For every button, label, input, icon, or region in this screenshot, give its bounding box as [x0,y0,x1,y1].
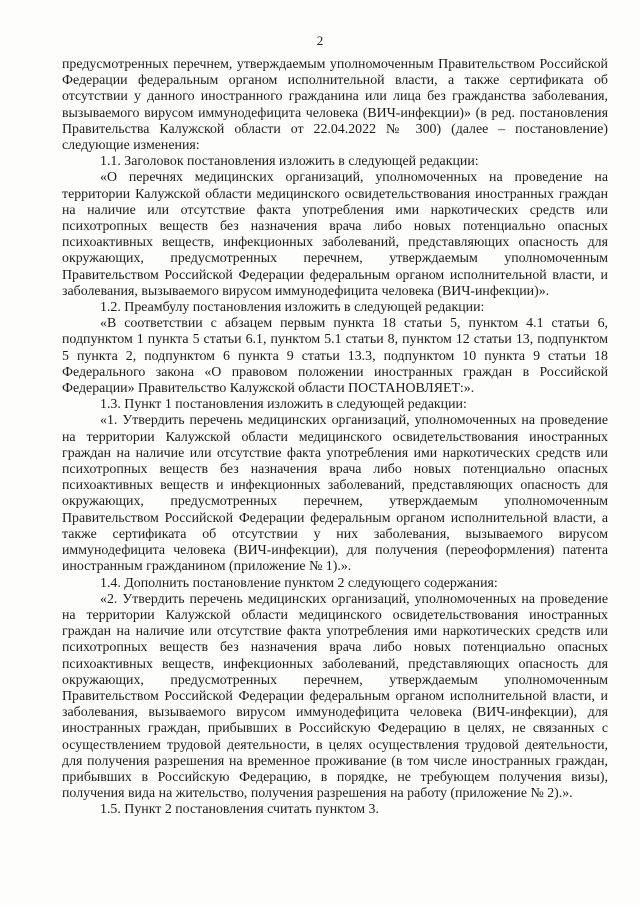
paragraph: «В соответствии с абзацем первым пункта 18 статьи 5, пунктом 4.1 статьи 6, подпунктом 1 пункта 5 статьи 6.1, пунктом 5.1 статьи 8, пунктом 12 статьи 13, подпунктом 5 пункта 2, подпунктом 6 пункта 9 статьи 13.3, подпунктом 10 пункта 9 статьи 18 Федерального закона «О правовом положении иностранных граждан в Российской Федерации» Правительство Калужской области ПОСТАНОВЛЯЕТ:». [62,316,608,397]
paragraph: «2. Утвердить перечень медицинских организаций, уполномоченных на проведение на территории Калужской области медицинского освидетельствования иностранных граждан на наличие или отсутствие факта употребления ими наркотических средств или психотропных веществ без назначения врача либо новых потенциально опасных психоактивных веществ, инфекционных заболеваний, представляющих опасность для окружающих, предусмотренных перечнем, утверждаемым уполномоченным Правительством Российской Федерации федеральным органом исполнительной власти, и заболевания, вызываемого вирусом иммунодефицита человека (ВИЧ-инфекции), для иностранных граждан, прибывших в Российскую Федерацию в целях, не связанных с осуществлением трудовой деятельности, в целях осуществления трудовой деятельности, для получения разрешения на временное проживание (в том числе иностранных граждан, прибывших в Российскую Федерацию, в порядке, не требующем получения визы), получения вида на жительство, получения разрешения на работу (приложение № 2).». [62,591,608,802]
paragraph: предусмотренных перечнем, утверждаемым уполномоченным Правительством Российской Федерации федеральным органом исполнительной власти, а также сертификата об отсутствии у данного иностранного гражданина или лица без гражданства заболевания, вызываемого вирусом иммунодефицита человека (ВИЧ-инфекции)» (в ред. постановления Правительства Калужской области от 22.04.2022 № 300) (далее – постановление) следующие изменения: [62,57,608,154]
paragraph: 1.3. Пункт 1 постановления изложить в следующей редакции: [100,397,467,413]
page-number: 2 [316,33,324,48]
document-body [62,57,608,819]
paragraph: 1.1. Заголовок постановления изложить в следующей редакции: [100,154,479,170]
paragraph: 1.5. Пункт 2 постановления считать пунктом 3. [100,802,379,818]
paragraph: «1. Утвердить перечень медицинских организаций, уполномоченных на проведение на территории Калужской области медицинского освидетельствования иностранных граждан на наличие или отсутствие факта употребления ими наркотических средств или психотропных веществ без назначения врача либо новых потенциально опасных психоактивных веществ и инфекционных заболеваний, представляющих опасность для окружающих, предусмотренных перечнем, утверждаемым уполномоченным Правительством Российской Федерации федеральным органом исполнительной власти, а также сертификата об отсутствии у них заболевания, вызываемого вирусом иммунодефицита человека (ВИЧ-инфекции), для получения (переоформления) патента иностранным гражданином (приложение № 1).». [62,413,608,575]
paragraph: «О перечнях медицинских организаций, уполномоченных на проведение на территории Калужской области медицинского освидетельствования иностранных граждан на наличие или отсутствие факта употребления ими наркотических средств или психотропных веществ без назначения врача либо новых потенциально опасных психоактивных веществ, инфекционных заболеваний, представляющих опасность для окружающих, предусмотренных перечнем, утверждаемым уполномоченным Правительством Российской Федерации федеральным органом исполнительной власти, и заболевания, вызываемого вирусом иммунодефицита человека (ВИЧ-инфекции)». [62,170,608,299]
paragraph: 1.2. Преамбулу постановления изложить в следующей редакции: [100,300,485,316]
paragraph: 1.4. Дополнить постановление пунктом 2 следующего содержания: [100,575,498,591]
